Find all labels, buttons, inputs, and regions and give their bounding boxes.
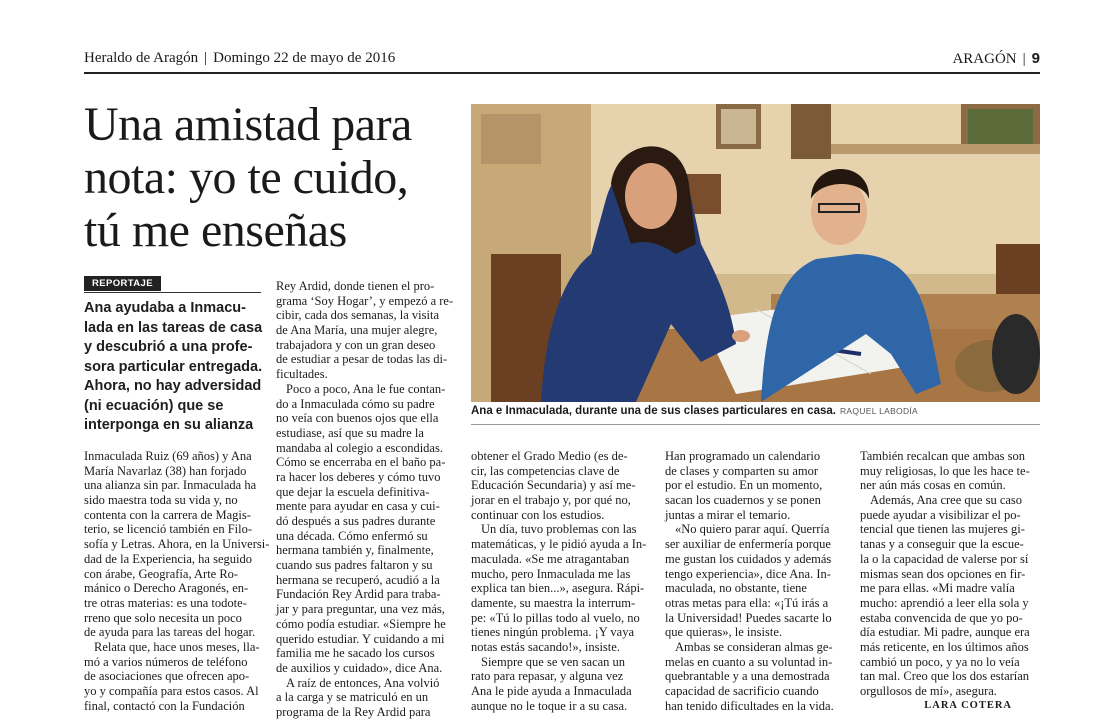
body-text-line: A raíz de entonces, Ana volvió [286,675,440,690]
body-text-line: de auxilios y cuidado», dice Ana. [276,660,443,675]
lead-line: interponga en su alianza [84,417,254,433]
lead-line: y descubrió a una profe- [84,339,253,355]
body-text-line: mánico o Derecho Aragonés, en- [84,581,249,596]
body-text-line: cambió un poco, y ya no lo veía [860,654,1020,669]
body-text-line: día estudiar. Mi padre, aunque era [860,625,1030,640]
body-text-line: sacan los cuadernos y se ponen [665,493,821,508]
body-text-line: cuando sus padres faltaron y su [276,558,433,573]
body-text-line: sofía y Letras. Ahora, en la Universi- [84,537,270,552]
body-text-line: otras metas para ella: «¡Tú irás a [665,595,829,610]
body-text-line: Han programado un calendario [665,449,821,463]
lead-line: sora particular entregada. [84,358,263,375]
body-text-line: yo y compañía para estos casos. Al [84,684,259,698]
body-text-line: mucho, pero Inmaculada me las [471,566,631,581]
body-text-line: rato para repasar, y alguna vez [471,669,624,684]
body-text-line: por el estudio. En un momento, [665,478,823,493]
body-text-line: hermana también y, finalmente, [276,543,434,558]
body-text-line: mente para ayudar en casa y cui- [276,499,440,514]
headline-line: tú me enseñas [84,204,347,257]
header-rule [84,72,1040,74]
body-text-line: que dejar la escuela definitiva- [276,484,430,499]
body-text-line: mismas sean dos opciones en fir- [860,566,1026,581]
body-text-line: Poco a poco, Ana le fue contan- [286,381,446,396]
body-column-1 [84,449,270,713]
tag-rule [84,292,261,293]
body-text-line: de clases y comparten su amor [665,463,819,478]
body-text-line: tanas y a conseguir que la escue- [860,537,1024,552]
header-left [84,50,395,67]
body-text-line: estaba convencida de que yo po- [860,610,1023,625]
lead-line: (ni ecuación) que se [84,397,224,414]
body-text-line: Rey Ardid, donde tienen el pro- [276,279,435,293]
lead-line: Ahora, no hay adversidad [84,378,262,394]
body-text-line: cibir, cada dos semanas, la visita [276,308,439,323]
body-text-line: terio, se licenció también en Filo- [84,522,253,537]
body-text-line: sido maestra toda su vida y, no [84,493,238,508]
body-text-line: de ayuda para las tareas del hogar. [84,625,256,640]
body-column-2 [276,279,460,720]
body-text-line: la o la capacidad de valerse por sí [860,551,1029,566]
body-text-line: ser auxiliar de enfermería porque [665,537,831,552]
body-text-line: Ambas se consideran almas ge- [675,639,833,654]
headline-line: Una amistad para [84,98,412,151]
body-text-line: programa de la Rey Ardid para [276,704,431,719]
body-text-line: maculada, no obstante, tiene [665,581,807,596]
body-text-line: damente, su maestra la interrum- [471,595,636,610]
body-text-line: puede ayudar a visibilizar el po- [860,507,1021,522]
body-text-line: han tenido dificultades en la vida. [665,698,834,713]
body-text-line: hermana se recuperó, acudió a la [276,572,440,587]
body-column-3 [471,449,655,713]
body-text-line: María Navarlaz (38) han forjado [84,463,247,478]
body-text-line: tienes ningún problema. ¡Y vaya [471,625,635,640]
body-text-line: pe: «Tú lo pillas todo al vuelo, no [471,610,640,625]
body-text-line: tre otras materias: es una todote- [84,595,247,610]
body-column-5 [860,449,1044,713]
body-text-line: Ana le pide ayuda a Inmaculada [471,684,632,698]
body-text-line: jorar en el trabajo y, por qué no, [471,493,631,508]
header-separator: | [1022,51,1026,67]
body-text-line: la Universidad! Puedes sacarte lo [665,610,832,625]
body-text-line: Además, Ana cree que su caso [870,493,1023,508]
body-text-line: notas estás sacando!», insiste. [471,639,620,654]
body-text-line: Un día, tuvo problemas con las [481,522,637,537]
body-text-line: melas en cuanto a su voluntad in- [665,654,833,669]
author-signature: LARA COTERA [924,699,1012,711]
body-text-line: no veía con buenos ojos que ella [276,411,439,426]
body-text-line: maculada. «Se me atragantaban [471,551,630,566]
article-headline [84,98,464,257]
header-right [952,50,1040,68]
body-text-line: capacidad de sacrificio cuando [665,684,819,698]
body-text-line: juntas a mirar el temario. [665,507,791,522]
body-text-line: una alianza sin par. Inmaculada ha [84,478,257,493]
body-text-line: do a Inmaculada cómo su padre [276,396,435,411]
page-number: 9 [1031,50,1040,67]
header-separator: | [204,50,208,66]
body-text-line: Relata que, hace unos meses, lla- [94,639,260,654]
body-text-line: cir, las competencias clave de [471,463,620,478]
body-column-4 [665,449,849,713]
body-text-line: de Ana María, una mujer alegre, [276,323,438,338]
body-text-line: más reticente, en los últimos años [860,639,1029,654]
photo-credit: RAQUEL LABODÍA [839,406,919,416]
body-text-line: querido estudiar. Y cuidando a mi [276,631,445,646]
section-tag: REPORTAJE [84,276,161,291]
body-text-line: orgullosos de mí», asegura. [860,684,997,698]
body-text-line: Cómo se encerraba en el baño pa- [276,455,446,470]
body-text-line: continuar con los estudios. [471,507,605,522]
body-text-line: a la carga y se matriculó en un [276,690,429,705]
body-text-line: de asociaciones que ofrecen apo- [84,669,250,684]
article-lead [84,299,266,436]
body-text-line: aunque no le toque ir a su casa. [471,698,628,713]
publication-date: Domingo 22 de mayo de 2016 [213,50,396,66]
publication-name: Heraldo de Aragón [84,50,199,66]
body-text-line: dad de la Experiencia, ha seguido [84,551,252,566]
body-text-line: Siempre que se ven sacan un [481,654,626,669]
body-text-line: Fundación Rey Ardid para traba- [276,587,441,602]
body-text-line: tencial que tienen las mujeres gi- [860,522,1025,537]
lead-line: lada en las tareas de casa [84,319,263,336]
body-text-line: muy religiosas, lo que les hace te- [860,463,1030,478]
body-text-line: final, contactó con la Fundación [84,698,245,713]
body-text-line: estudiase, así que su madre la [276,425,424,440]
body-text-line: ra hacer los deberes y cómo tuvo [276,469,441,484]
body-text-line: dó después a sus padres durante [276,514,436,528]
body-text-line: ficultades. [276,367,328,382]
body-text-line: «No quiero parar aquí. Querría [675,522,830,537]
page-header [84,47,1040,71]
body-text-line: jar y para preguntar, una vez más, [276,602,445,617]
body-text-line: contenta con la carrera de Magis- [84,507,251,522]
article-photo [471,104,1040,402]
body-text-line: con árabe, Geografía, Arte Ro- [84,566,239,581]
body-text-line: me gustan los cuidados y además [665,551,832,566]
body-text-line: mucho: aprendió a leer ella sola y [860,595,1029,610]
body-text-line: una década. Cómo enfermó su [276,528,428,543]
body-text-line: Inmaculada Ruiz (69 años) y Ana [84,449,252,463]
body-text-line: grama ‘Soy Hogar’, y empezó a re- [276,293,454,308]
body-text-line: de estudiar a pesar de todas las di- [276,352,448,367]
body-text-line: tengo experiencia», dice Ana. In- [665,566,831,581]
body-text-line: Educación Secundaria) y así me- [471,478,636,493]
caption-rule [471,424,1040,425]
body-text-line: ner aún más cosas en común. [860,478,1006,493]
body-text-line: rreno que solo necesita un poco [84,610,242,625]
photo-caption [471,405,1040,417]
headline-line: nota: yo te cuido, [84,151,409,204]
body-text-line: me para ellas. «Mi madre valía [860,581,1015,596]
lead-line: Ana ayudaba a Inmacu- [84,300,246,316]
body-text-line: familia me he sacado los cursos [276,646,435,661]
body-text-line: matemáticas, y le pidió ayuda a In- [471,537,647,552]
body-text-line: obtener el Grado Medio (es de- [471,449,628,463]
body-text-line: mó a varios números de teléfono [84,654,248,669]
body-text-line: que quieras», le insiste. [665,625,782,640]
body-text-line: trabajadora y con un gran deseo [276,337,436,352]
body-text-line: quebrantable y a una demostrada [665,669,830,684]
body-text-line: mandaba al colegio a escondidas. [276,440,443,455]
body-text-line: cómo podía estudiar. «Siempre he [276,616,446,631]
caption-text: Ana e Inmaculada, durante una de sus clases particulares en casa. [471,405,836,417]
body-text-line: También recalcan que ambas son [860,449,1026,463]
body-text-line: tan mal. Creo que los dos estarían [860,669,1030,684]
body-text-line: explica tan bien...», asegura. Rápi- [471,581,645,596]
photo-illustration [471,104,1040,402]
section-name: ARAGÓN [952,51,1017,67]
